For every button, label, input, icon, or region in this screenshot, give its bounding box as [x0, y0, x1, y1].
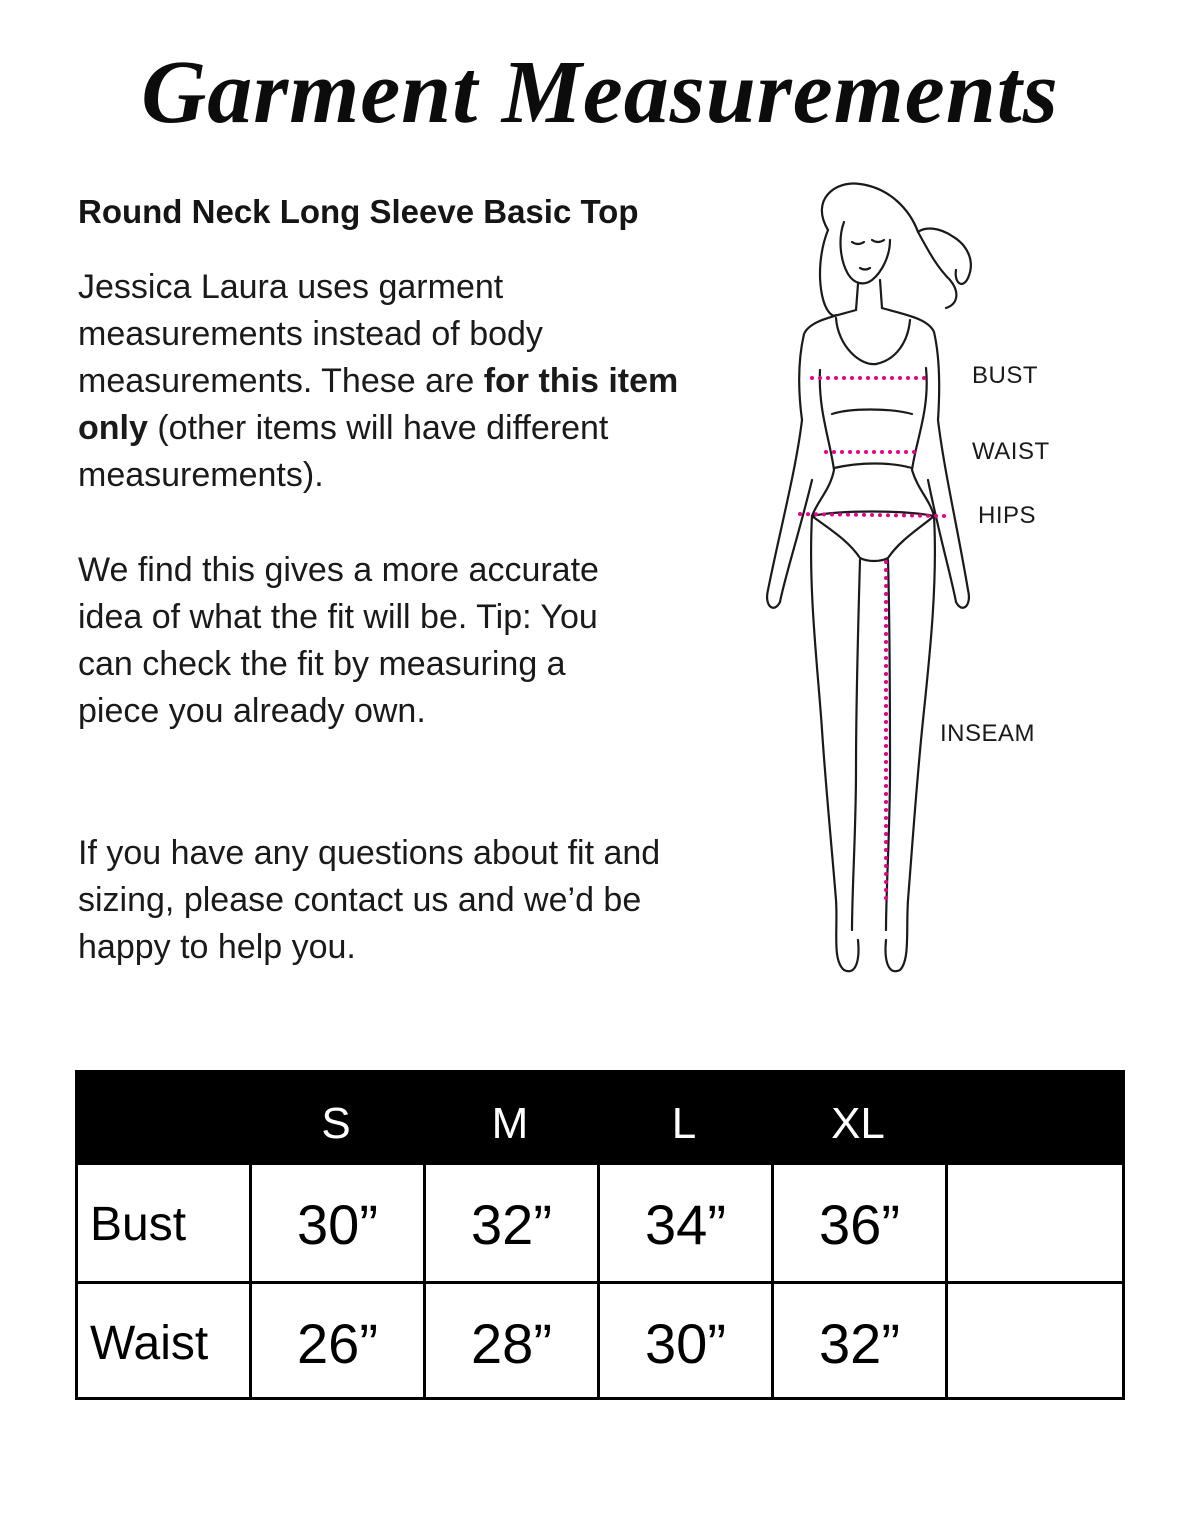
fit-tip-paragraph: We find this gives a more accurate idea of what the fit will be. Tip: You can check the fit by measuring a piece you already own. — [78, 551, 599, 730]
page-title: Garment Measurements — [141, 43, 1059, 142]
bust-label: BUST — [972, 362, 1039, 389]
contact-paragraph: If you have any questions about fit and sizing, please contact us and we’d be happy to help you. — [78, 834, 661, 966]
bust-value-m: 32” — [426, 1165, 600, 1281]
bust-value-l: 34” — [600, 1165, 774, 1281]
table-row-bust — [78, 1165, 1122, 1284]
waist-empty-cell — [948, 1284, 1122, 1400]
waist-value-l: 30” — [600, 1284, 774, 1400]
intro-text-1: Jessica Laura uses garment measurements instead of body measurements. These are — [78, 268, 543, 400]
size-header-s: S — [321, 1099, 351, 1148]
intro-paragraph — [78, 264, 718, 499]
size-header-xl: XL — [831, 1099, 885, 1148]
product-name: Round Neck Long Sleeve Basic Top — [78, 193, 639, 230]
waist-value-s: 26” — [252, 1284, 426, 1400]
size-chart-table — [75, 1070, 1125, 1400]
size-header-l: L — [671, 1099, 697, 1148]
size-header-m: M — [491, 1099, 529, 1148]
bust-value-s: 30” — [252, 1165, 426, 1281]
waist-label: WAIST — [972, 438, 1050, 465]
inseam-label: INSEAM — [940, 720, 1036, 747]
bust-empty-cell — [948, 1165, 1122, 1281]
intro-emphasis: for this item only — [78, 362, 679, 447]
waist-value-xl: 32” — [774, 1284, 948, 1400]
size-header-row — [75, 1070, 1125, 1162]
body-figure-illustration — [740, 170, 1060, 990]
measurement-guides — [740, 170, 1060, 990]
waist-value-m: 28” — [426, 1284, 600, 1400]
hips-guide-line — [800, 514, 946, 516]
bust-value-xl: 36” — [774, 1165, 948, 1281]
row-label-bust: Bust — [78, 1165, 252, 1281]
table-row-waist — [78, 1284, 1122, 1400]
size-table-body — [75, 1162, 1125, 1400]
row-label-waist: Waist — [78, 1284, 252, 1400]
hips-label: HIPS — [978, 502, 1037, 529]
intro-text-2: (other items will have different measurements). — [78, 409, 609, 494]
